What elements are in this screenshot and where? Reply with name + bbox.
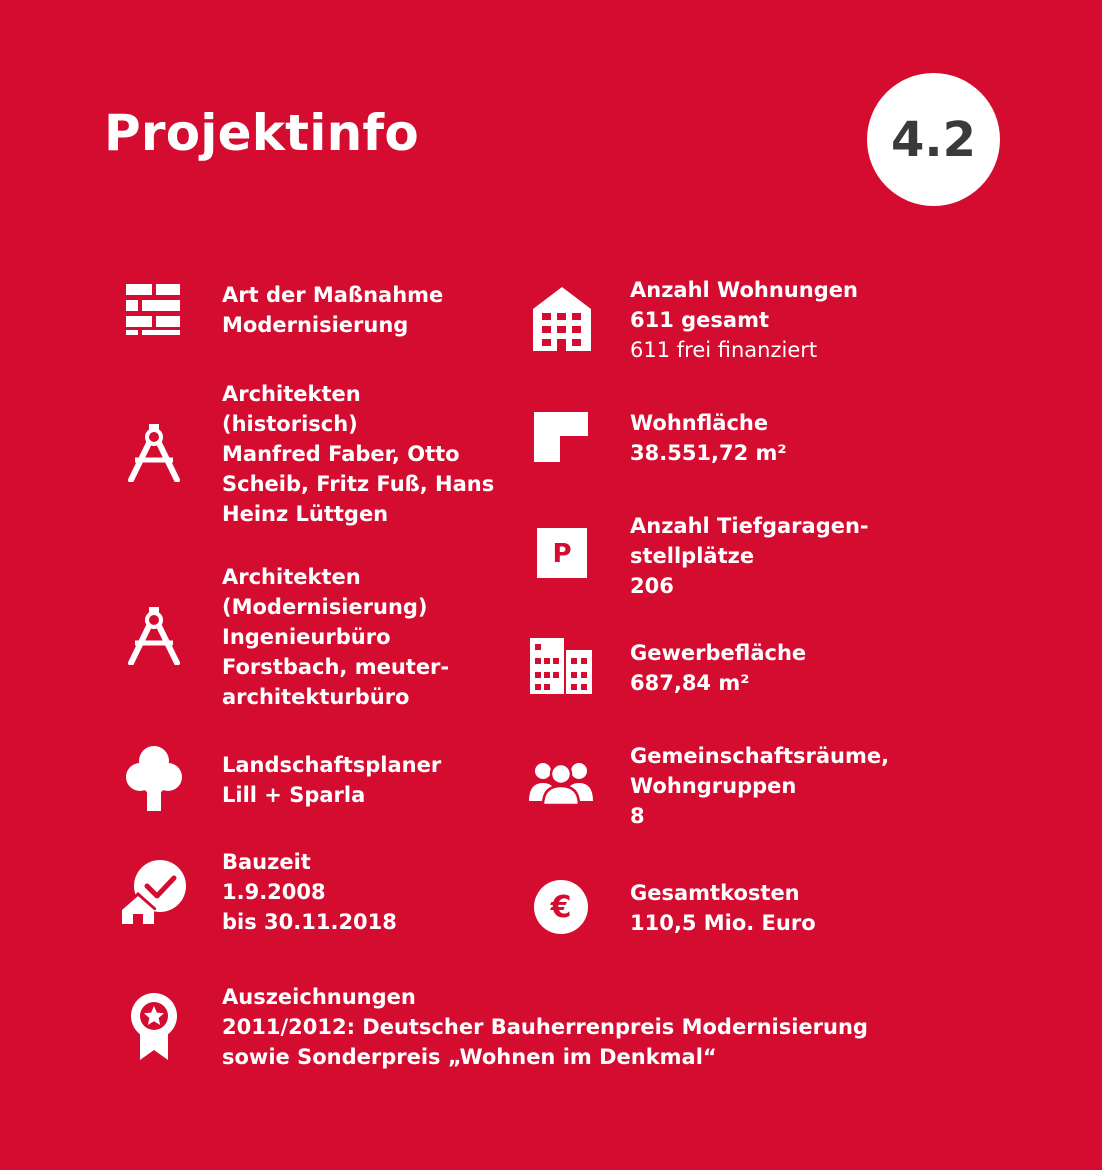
group-people-icon xyxy=(527,761,595,805)
item-wohnungen xyxy=(630,275,858,365)
item-massnahme-value: Modernisierung xyxy=(222,313,409,337)
item-gewerbe-label: Gewerbefläche xyxy=(630,641,807,665)
item-bauzeit-start: 1.9.2008 xyxy=(222,880,326,904)
section-number-badge: 4.2 xyxy=(867,73,1000,206)
item-massnahme xyxy=(222,280,443,340)
item-wohnungen-total: 611 gesamt xyxy=(630,308,770,332)
item-kosten xyxy=(630,878,816,938)
office-building-icon xyxy=(530,638,592,694)
item-bauzeit-end: bis 30.11.2018 xyxy=(222,910,397,934)
tree-icon xyxy=(126,745,182,811)
item-auszeichnungen-line3: sowie Sonderpreis „Wohnen im Denkmal“ xyxy=(222,1045,717,1069)
item-wohnflaeche-label: Wohnfläche xyxy=(630,411,769,435)
house-check-icon xyxy=(120,858,188,926)
euro-coin-symbol: € xyxy=(550,890,572,925)
item-gemeinschaft xyxy=(630,741,889,831)
item-arch-mod-line4: Forstbach, meuter- xyxy=(222,655,450,679)
item-wohnflaeche xyxy=(630,408,787,468)
item-landschaftsplaner xyxy=(222,750,441,810)
item-landschaft-label: Landschaftsplaner xyxy=(222,753,442,777)
apartment-building-icon xyxy=(533,287,591,351)
item-bauzeit xyxy=(222,847,397,937)
item-architekten-modernisierung xyxy=(222,562,449,712)
item-tiefgarage-label2: stellplätze xyxy=(630,544,755,568)
item-arch-hist-line4: Scheib, Fritz Fuß, Hans xyxy=(222,472,495,496)
item-arch-hist-sub: (historisch) xyxy=(222,412,358,436)
floor-area-icon xyxy=(534,412,588,462)
item-wohnungen-frei: 611 frei finanziert xyxy=(630,338,818,362)
item-arch-mod-line3: Ingenieurbüro xyxy=(222,625,391,649)
euro-coin-icon xyxy=(534,880,588,934)
brick-wall-icon xyxy=(126,284,180,335)
item-tiefgarage xyxy=(630,511,869,601)
item-arch-hist-line3: Manfred Faber, Otto xyxy=(222,442,460,466)
item-wohnflaeche-value: 38.551,72 m² xyxy=(630,441,787,465)
item-arch-mod-line5: architekturbüro xyxy=(222,685,410,709)
award-ribbon-icon xyxy=(130,992,178,1060)
item-arch-hist-label: Architekten xyxy=(222,382,361,406)
item-auszeichnungen-line2: 2011/2012: Deutscher Bauherrenpreis Modernisierung xyxy=(222,1015,868,1039)
item-gemeinschaft-label2: Wohngruppen xyxy=(630,774,797,798)
item-gewerbe xyxy=(630,638,806,698)
item-arch-hist-line5: Heinz Lüttgen xyxy=(222,502,389,526)
item-kosten-label: Gesamtkosten xyxy=(630,881,800,905)
item-landschaft-value: Lill + Sparla xyxy=(222,783,366,807)
parking-icon-letter: P xyxy=(552,539,572,569)
compass-icon xyxy=(127,424,181,482)
compass-icon xyxy=(127,607,181,665)
item-kosten-value: 110,5 Mio. Euro xyxy=(630,911,816,935)
page-title: Projektinfo xyxy=(104,104,419,162)
item-bauzeit-label: Bauzeit xyxy=(222,850,311,874)
item-tiefgarage-label1: Anzahl Tiefgaragen- xyxy=(630,514,869,538)
item-arch-mod-sub: (Modernisierung) xyxy=(222,595,428,619)
item-gemeinschaft-value: 8 xyxy=(630,804,645,828)
item-massnahme-label: Art der Maßnahme xyxy=(222,283,444,307)
parking-icon xyxy=(537,528,587,578)
item-tiefgarage-value: 206 xyxy=(630,574,674,598)
item-arch-mod-label: Architekten xyxy=(222,565,361,589)
item-auszeichnungen-label: Auszeichnungen xyxy=(222,985,416,1009)
item-auszeichnungen xyxy=(222,982,868,1072)
item-gewerbe-value: 687,84 m² xyxy=(630,671,750,695)
item-gemeinschaft-label1: Gemeinschaftsräume, xyxy=(630,744,890,768)
item-wohnungen-label: Anzahl Wohnungen xyxy=(630,278,858,302)
item-architekten-historisch xyxy=(222,379,494,529)
